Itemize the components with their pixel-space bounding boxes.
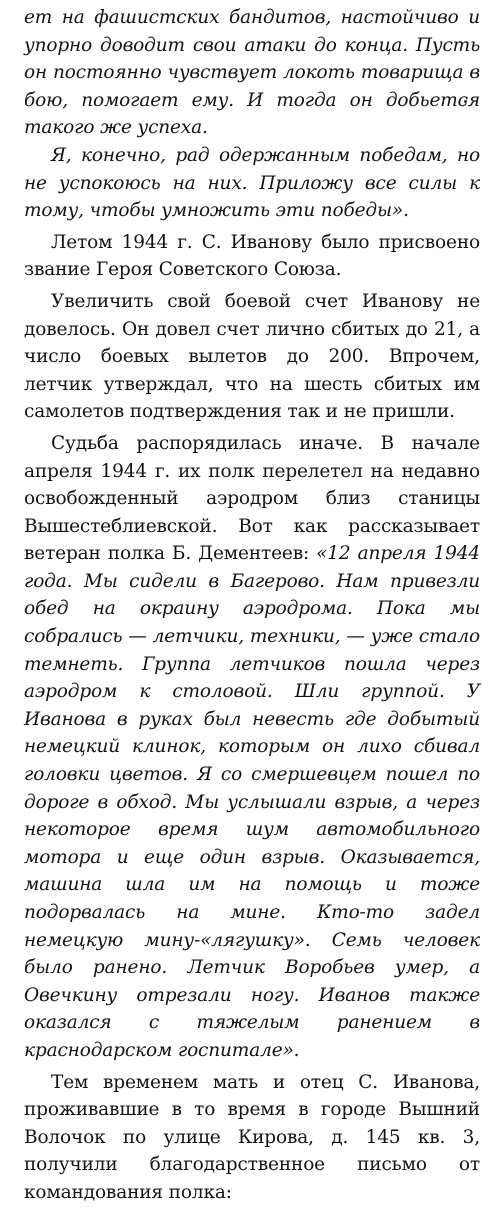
fate-narration: Судьба распорядилась иначе. В начале апреля 1944 г. их полк перелетел на недавно освобожденный аэродром близ станицы Вышестеблиевской. Вот как рассказывает ветеран полка Б. Дементеев:	[24, 432, 480, 565]
book-page	[24, 4, 480, 1207]
paragraph-quote-end: Я, конечно, рад одержанным победам, но не успокоюсь на них. Приложу все силы к тому, чтобы умножить эти победы».	[24, 144, 480, 222]
paragraph-parents-letter: Тем временем мать и отец С. Иванова, проживавшие в то время в городе Вышний Волочок по улице Кирова, д. 145 кв. 3, получили благодарственное письмо от командования полка:	[24, 1071, 480, 1203]
paragraph-hero-title: Летом 1944 г. С. Иванову было присвоено звание Героя Советского Союза.	[24, 231, 480, 281]
paragraph-fate	[24, 430, 480, 1065]
paragraph-quote-continued: ет на фашистских бандитов, настойчиво и упорно доводит свои атаки до конца. Пусть он постоянно чувствует локоть товарища в бою, помогает ему. И тогда он добьется такого же успеха.	[24, 7, 480, 139]
paragraph-combat-score: Увеличить свой боевой счет Иванову не довелось. Он довел счет лично сбитых до 21, а число боевых вылетов до 200. Впрочем, летчик утверждал, что на шесть сбитых им самолетов подтверждения так и не пришли.	[24, 290, 480, 423]
veteran-quote: «12 апреля 1944 года. Мы сидели в Багерово. Нам привезли обед на окраину аэродрома. Пока мы собрались — летчики, техники, — уже стало темнеть. Группа летчиков пошла через аэродром к столовой. Шли группой. У Иванова в руках был невесть где добытый немецкий клинок, которым он лихо сбивал головки цветов. Я со смершевцем пошел по дороге в обход. Мы услышали взрыв, а через некоторое время шум автомобильного мотора и еще один взрыв. Оказывается, машина шла им на помощь и тоже подорвалась на мине. Кто-то задел немецкую мину-«лягушку». Семь человек было ранено. Летчик Воробьев умер, а Овечкину отрезали ногу. Иванов также оказался с тяжелым ранением в краснодарском госпитале».	[24, 543, 480, 1061]
